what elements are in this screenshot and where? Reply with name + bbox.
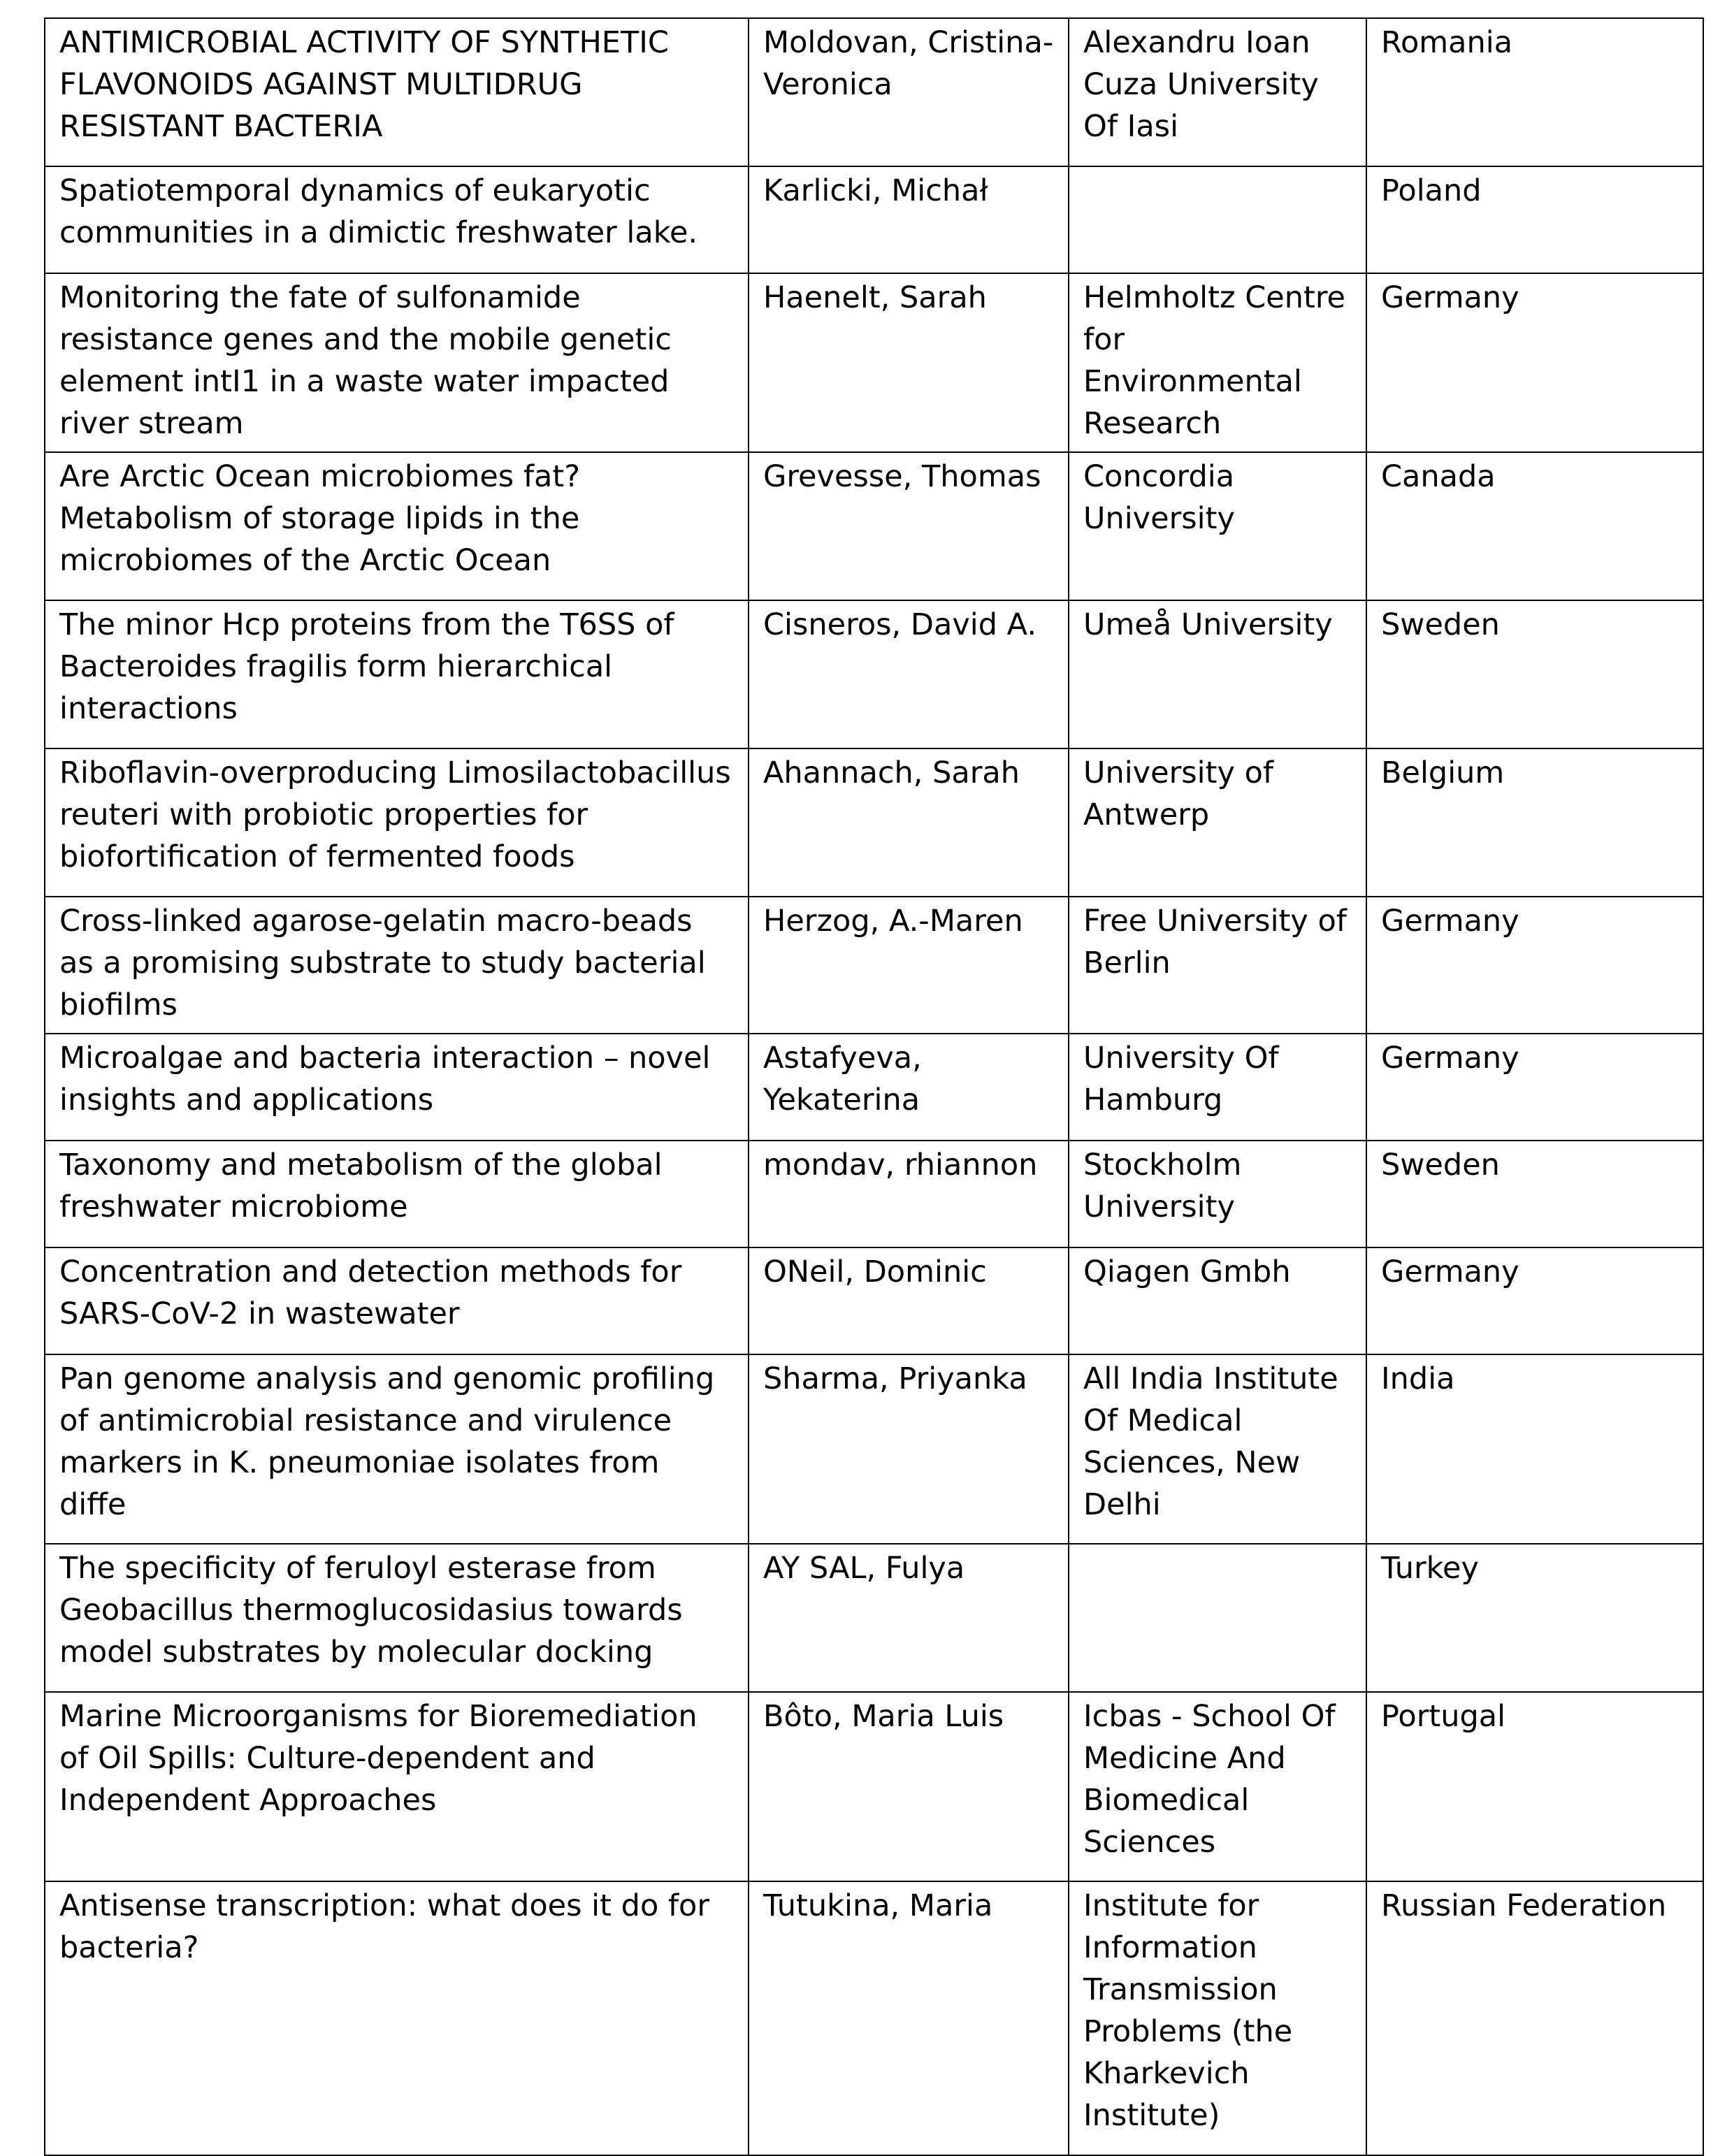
cell-author: Herzog, A.-Maren <box>749 897 1069 1034</box>
table-row <box>45 273 1703 452</box>
table-row <box>45 1692 1703 1881</box>
cell-country: Germany <box>1366 1247 1703 1354</box>
table-row <box>45 1881 1703 2155</box>
cell-country: Germany <box>1366 273 1703 452</box>
cell-institution: Stockholm University <box>1069 1141 1366 1247</box>
cell-title: The minor Hcp proteins from the T6SS of Bacteroides fragilis form hierarchical interactions <box>45 600 749 748</box>
cell-title: Spatiotemporal dynamics of eukaryotic communities in a dimictic freshwater lake. <box>45 166 749 273</box>
cell-institution: All India Institute Of Medical Sciences, New Delhi <box>1069 1354 1366 1544</box>
cell-title: Monitoring the fate of sulfonamide resistance genes and the mobile genetic element intI1 in a waste water impacted river stream <box>45 273 749 452</box>
cell-country: Belgium <box>1366 748 1703 897</box>
table-row <box>45 1544 1703 1692</box>
cell-author: mondav, rhiannon <box>749 1141 1069 1247</box>
cell-title: Pan genome analysis and genomic profiling of antimicrobial resistance and virulence markers in K. pneumoniae isolates from diffe <box>45 1354 749 1544</box>
cell-country: Sweden <box>1366 1141 1703 1247</box>
cell-country: Russian Federation <box>1366 1881 1703 2155</box>
table-row <box>45 1034 1703 1141</box>
table-row <box>45 1141 1703 1247</box>
cell-country: Portugal <box>1366 1692 1703 1881</box>
table-row <box>45 18 1703 166</box>
cell-title: ANTIMICROBIAL ACTIVITY OF SYNTHETIC FLAVONOIDS AGAINST MULTIDRUG RESISTANT BACTERIA <box>45 18 749 166</box>
cell-country: Romania <box>1366 18 1703 166</box>
cell-title: The specificity of feruloyl esterase from Geobacillus thermoglucosidasius towards model substrates by molecular docking <box>45 1544 749 1692</box>
cell-country: Canada <box>1366 452 1703 600</box>
cell-title: Riboflavin-overproducing Limosilactobacillus reuteri with probiotic properties for biofortification of fermented foods <box>45 748 749 897</box>
table-row <box>45 600 1703 748</box>
cell-institution: Free University of Berlin <box>1069 897 1366 1034</box>
cell-institution: Institute for Information Transmission Problems (the Kharkevich Institute) <box>1069 1881 1366 2155</box>
cell-author: Karlicki, Michał <box>749 166 1069 273</box>
cell-author: Tutukina, Maria <box>749 1881 1069 2155</box>
cell-institution: Icbas - School Of Medicine And Biomedical Sciences <box>1069 1692 1366 1881</box>
cell-title: Cross-linked agarose-gelatin macro-beads as a promising substrate to study bacterial biofilms <box>45 897 749 1034</box>
cell-institution: Umeå University <box>1069 600 1366 748</box>
cell-country: India <box>1366 1354 1703 1544</box>
cell-institution: University Of Hamburg <box>1069 1034 1366 1141</box>
cell-institution: Helmholtz Centre for Environmental Research <box>1069 273 1366 452</box>
cell-institution: Qiagen Gmbh <box>1069 1247 1366 1354</box>
cell-institution: Concordia University <box>1069 452 1366 600</box>
cell-author: Astafyeva, Yekaterina <box>749 1034 1069 1141</box>
table-row <box>45 1354 1703 1544</box>
abstracts-table <box>44 17 1704 2156</box>
cell-author: Sharma, Priyanka <box>749 1354 1069 1544</box>
cell-author: Cisneros, David A. <box>749 600 1069 748</box>
cell-title: Concentration and detection methods for SARS-CoV-2 in wastewater <box>45 1247 749 1354</box>
cell-author: Ahannach, Sarah <box>749 748 1069 897</box>
cell-country: Poland <box>1366 166 1703 273</box>
cell-title: Microalgae and bacteria interaction – novel insights and applications <box>45 1034 749 1141</box>
cell-institution <box>1069 166 1366 273</box>
cell-author: AY SAL, Fulya <box>749 1544 1069 1692</box>
cell-title: Taxonomy and metabolism of the global freshwater microbiome <box>45 1141 749 1247</box>
cell-title: Are Arctic Ocean microbiomes fat? Metabolism of storage lipids in the microbiomes of the Arctic Ocean <box>45 452 749 600</box>
table-body <box>45 18 1703 2155</box>
cell-author: Bôto, Maria Luis <box>749 1692 1069 1881</box>
cell-author: ONeil, Dominic <box>749 1247 1069 1354</box>
table-row <box>45 1247 1703 1354</box>
cell-author: Haenelt, Sarah <box>749 273 1069 452</box>
table-row <box>45 748 1703 897</box>
cell-country: Sweden <box>1366 600 1703 748</box>
table-row <box>45 166 1703 273</box>
cell-title: Antisense transcription: what does it do for bacteria? <box>45 1881 749 2155</box>
cell-institution <box>1069 1544 1366 1692</box>
cell-institution: University of Antwerp <box>1069 748 1366 897</box>
cell-country: Germany <box>1366 897 1703 1034</box>
cell-author: Grevesse, Thomas <box>749 452 1069 600</box>
table-row <box>45 897 1703 1034</box>
cell-country: Turkey <box>1366 1544 1703 1692</box>
cell-title: Marine Microorganisms for Bioremediation of Oil Spills: Culture-dependent and Independent Approaches <box>45 1692 749 1881</box>
cell-country: Germany <box>1366 1034 1703 1141</box>
table-row <box>45 452 1703 600</box>
cell-author: Moldovan, Cristina-Veronica <box>749 18 1069 166</box>
cell-institution: Alexandru Ioan Cuza University Of Iasi <box>1069 18 1366 166</box>
